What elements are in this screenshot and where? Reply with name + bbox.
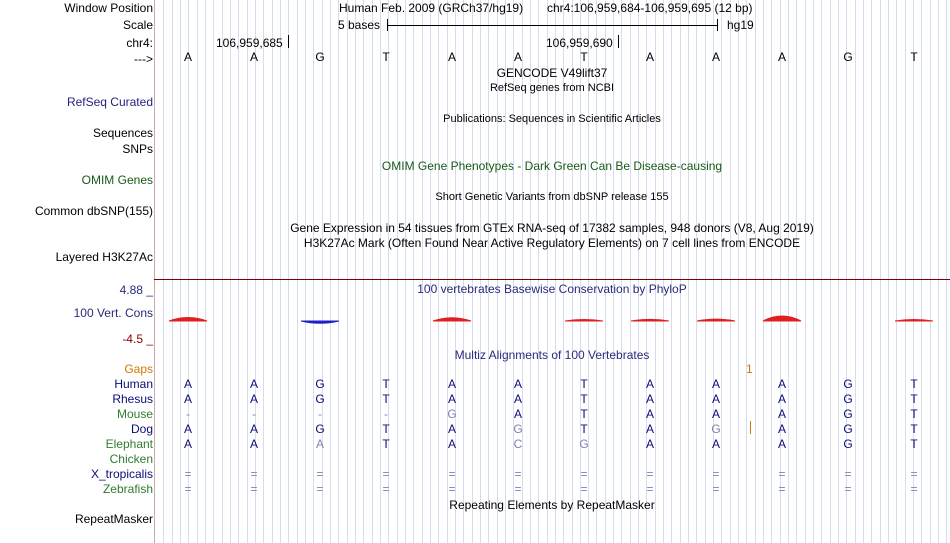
aligned-base-rhesus: A bbox=[645, 392, 654, 406]
aligned-base-dog: G bbox=[513, 422, 523, 436]
aligned-base-xtrop: = bbox=[514, 467, 522, 481]
aligned-base-elephant: A bbox=[645, 437, 654, 451]
aligned-base-human: A bbox=[183, 377, 192, 391]
aligned-base-mouse: A bbox=[645, 407, 654, 421]
label-refseq-curated[interactable]: RefSeq Curated bbox=[66, 95, 153, 109]
label-window-position: Window Position bbox=[64, 1, 153, 15]
cons-min-value: -4.5 _ bbox=[122, 332, 153, 346]
phylop-score-mark bbox=[895, 320, 933, 322]
aligned-base-dog: G bbox=[843, 422, 853, 436]
aligned-base-xtrop: = bbox=[580, 467, 588, 481]
gtex-title[interactable]: Gene Expression in 54 tissues from GTEx RNA-seq of 17382 samples, 948 donors (V8, Aug 2019) bbox=[290, 221, 814, 235]
reference-base: A bbox=[711, 50, 720, 64]
label-zebrafish[interactable]: Zebrafish bbox=[102, 482, 153, 496]
label-chicken[interactable]: Chicken bbox=[109, 452, 153, 466]
aligned-base-human: A bbox=[777, 377, 786, 391]
aligned-base-rhesus: A bbox=[447, 392, 456, 406]
aligned-base-xtrop: = bbox=[184, 467, 192, 481]
reference-base: A bbox=[777, 50, 786, 64]
aligned-base-zebrafish: = bbox=[712, 482, 720, 496]
aligned-base-zebrafish: = bbox=[646, 482, 654, 496]
aligned-base-xtrop: = bbox=[448, 467, 456, 481]
aligned-base-elephant: T bbox=[910, 437, 918, 451]
aligned-base-dog: G bbox=[711, 422, 721, 436]
aligned-base-elephant: G bbox=[843, 437, 853, 451]
aligned-base-xtrop: = bbox=[250, 467, 258, 481]
cons-max-value: 4.88 _ bbox=[119, 283, 153, 297]
aligned-base-mouse: - bbox=[318, 407, 322, 421]
aligned-base-zebrafish: = bbox=[778, 482, 786, 496]
aligned-base-elephant: A bbox=[249, 437, 258, 451]
aligned-base-mouse: T bbox=[580, 407, 588, 421]
phylop-score-mark bbox=[169, 318, 207, 322]
aligned-base-human: G bbox=[843, 377, 853, 391]
aligned-base-rhesus: A bbox=[711, 392, 720, 406]
aligned-base-rhesus: A bbox=[183, 392, 192, 406]
aligned-base-xtrop: = bbox=[316, 467, 324, 481]
aligned-base-human: T bbox=[580, 377, 588, 391]
aligned-base-mouse: A bbox=[777, 407, 786, 421]
multiz-title[interactable]: Multiz Alignments of 100 Vertebrates bbox=[454, 348, 650, 362]
aligned-base-zebrafish: = bbox=[580, 482, 588, 496]
label-human[interactable]: Human bbox=[114, 377, 153, 391]
label-elephant[interactable]: Elephant bbox=[105, 437, 153, 451]
aligned-base-zebrafish: = bbox=[184, 482, 192, 496]
aligned-base-dog: T bbox=[382, 422, 390, 436]
reference-base: T bbox=[382, 50, 390, 64]
scale-assembly: hg19 bbox=[727, 18, 754, 32]
aligned-base-human: A bbox=[447, 377, 456, 391]
reference-base: A bbox=[645, 50, 654, 64]
conservation-title[interactable]: 100 vertebrates Basewise Conservation by PhyloP bbox=[417, 282, 687, 296]
reference-base: T bbox=[580, 50, 588, 64]
aligned-base-elephant: A bbox=[183, 437, 192, 451]
label-x-tropicalis[interactable]: X_tropicalis bbox=[90, 467, 153, 481]
label-repeatmasker[interactable]: RepeatMasker bbox=[74, 512, 153, 526]
aligned-base-mouse: A bbox=[513, 407, 522, 421]
aligned-base-zebrafish: = bbox=[910, 482, 918, 496]
aligned-base-mouse: - bbox=[384, 407, 388, 421]
aligned-base-dog: A bbox=[183, 422, 192, 436]
aligned-base-xtrop: = bbox=[844, 467, 852, 481]
aligned-base-xtrop: = bbox=[382, 467, 390, 481]
aligned-base-mouse: - bbox=[252, 407, 256, 421]
aligned-base-zebrafish: = bbox=[844, 482, 852, 496]
aligned-base-elephant: A bbox=[777, 437, 786, 451]
label-chromosome: chr4: bbox=[126, 36, 153, 50]
aligned-base-dog: A bbox=[777, 422, 786, 436]
aligned-base-human: A bbox=[249, 377, 258, 391]
aligned-base-xtrop: = bbox=[910, 467, 918, 481]
h3k27ac-title[interactable]: H3K27Ac Mark (Often Found Near Active Regulatory Elements) on 7 cell lines from ENCODE bbox=[303, 236, 801, 250]
aligned-base-dog: A bbox=[447, 422, 456, 436]
aligned-base-zebrafish: = bbox=[382, 482, 390, 496]
aligned-base-dog: T bbox=[910, 422, 918, 436]
gap-count: 1 bbox=[746, 362, 753, 376]
label-common-dbsnp[interactable]: Common dbSNP(155) bbox=[34, 204, 153, 218]
aligned-base-elephant: C bbox=[513, 437, 523, 451]
aligned-base-dog: T bbox=[580, 422, 588, 436]
aligned-base-rhesus: T bbox=[580, 392, 588, 406]
aligned-base-elephant: A bbox=[315, 437, 324, 451]
aligned-base-rhesus: A bbox=[513, 392, 522, 406]
scale-text: 5 bases bbox=[338, 18, 381, 32]
aligned-base-rhesus: T bbox=[382, 392, 390, 406]
reference-base: G bbox=[315, 50, 325, 64]
aligned-base-rhesus: A bbox=[777, 392, 786, 406]
aligned-base-elephant: G bbox=[579, 437, 589, 451]
aligned-base-zebrafish: = bbox=[250, 482, 258, 496]
reference-base: A bbox=[513, 50, 522, 64]
aligned-base-mouse: G bbox=[447, 407, 457, 421]
coordinate-label: 106,959,690 bbox=[546, 36, 613, 50]
insertion-marker bbox=[750, 421, 751, 434]
aligned-base-dog: A bbox=[249, 422, 258, 436]
reference-base: A bbox=[183, 50, 192, 64]
aligned-base-xtrop: = bbox=[646, 467, 654, 481]
aligned-base-mouse: A bbox=[711, 407, 720, 421]
publications-title[interactable]: Publications: Sequences in Scientific Articles bbox=[443, 113, 661, 125]
aligned-base-human: T bbox=[910, 377, 918, 391]
phylop-score-mark bbox=[631, 319, 669, 321]
reference-base: G bbox=[843, 50, 853, 64]
aligned-base-rhesus: A bbox=[249, 392, 258, 406]
aligned-base-zebrafish: = bbox=[448, 482, 456, 496]
dbsnp-title[interactable]: Short Genetic Variants from dbSNP release 155 bbox=[435, 191, 669, 203]
phylop-score-mark bbox=[565, 320, 603, 322]
label-omim-genes[interactable]: OMIM Genes bbox=[81, 173, 153, 187]
label-dog[interactable]: Dog bbox=[130, 422, 153, 436]
aligned-base-elephant: T bbox=[382, 437, 390, 451]
label-vert-cons[interactable]: 100 Vert. Cons bbox=[73, 306, 153, 320]
refseq-description: RefSeq genes from NCBI bbox=[489, 82, 615, 94]
strand-toggle[interactable]: ---> bbox=[134, 52, 153, 66]
coordinate-label: 106,959,685 bbox=[216, 36, 283, 50]
label-scale: Scale bbox=[122, 18, 153, 32]
phylop-score-mark bbox=[301, 321, 339, 323]
aligned-base-dog: G bbox=[315, 422, 325, 436]
phylop-score-mark bbox=[433, 318, 471, 321]
aligned-base-elephant: A bbox=[711, 437, 720, 451]
aligned-base-human: T bbox=[382, 377, 390, 391]
aligned-base-mouse: - bbox=[186, 407, 190, 421]
label-gaps[interactable]: Gaps bbox=[124, 362, 153, 376]
aligned-base-mouse: T bbox=[910, 407, 918, 421]
aligned-base-human: A bbox=[645, 377, 654, 391]
omim-phenotypes-title[interactable]: OMIM Gene Phenotypes - Dark Green Can Be Disease-causing bbox=[381, 159, 723, 173]
reference-base: A bbox=[249, 50, 258, 64]
aligned-base-elephant: A bbox=[447, 437, 456, 451]
assembly-name: Human Feb. 2009 (GRCh37/hg19) bbox=[339, 1, 524, 15]
aligned-base-zebrafish: = bbox=[316, 482, 324, 496]
label-mouse[interactable]: Mouse bbox=[116, 407, 153, 421]
aligned-base-xtrop: = bbox=[778, 467, 786, 481]
aligned-base-zebrafish: = bbox=[514, 482, 522, 496]
reference-base: T bbox=[910, 50, 918, 64]
phylop-score-mark bbox=[697, 319, 735, 321]
aligned-base-human: A bbox=[711, 377, 720, 391]
phylop-score-mark bbox=[763, 316, 801, 321]
aligned-base-rhesus: G bbox=[315, 392, 325, 406]
label-sequences[interactable]: Sequences bbox=[92, 126, 153, 140]
aligned-base-xtrop: = bbox=[712, 467, 720, 481]
aligned-base-mouse: G bbox=[843, 407, 853, 421]
reference-base: A bbox=[447, 50, 456, 64]
aligned-base-human: G bbox=[315, 377, 325, 391]
position-range: chr4:106,959,684-106,959,695 (12 bp) bbox=[547, 1, 753, 15]
label-snps[interactable]: SNPs bbox=[122, 142, 153, 156]
aligned-base-human: A bbox=[513, 377, 522, 391]
aligned-base-rhesus: G bbox=[843, 392, 853, 406]
repeatmasker-title[interactable]: Repeating Elements by RepeatMasker bbox=[449, 498, 655, 512]
label-layered-h3k27ac[interactable]: Layered H3K27Ac bbox=[55, 250, 153, 264]
aligned-base-dog: A bbox=[645, 422, 654, 436]
gencode-title[interactable]: GENCODE V49lift37 bbox=[496, 66, 608, 80]
aligned-base-rhesus: T bbox=[910, 392, 918, 406]
label-rhesus[interactable]: Rhesus bbox=[112, 392, 153, 406]
